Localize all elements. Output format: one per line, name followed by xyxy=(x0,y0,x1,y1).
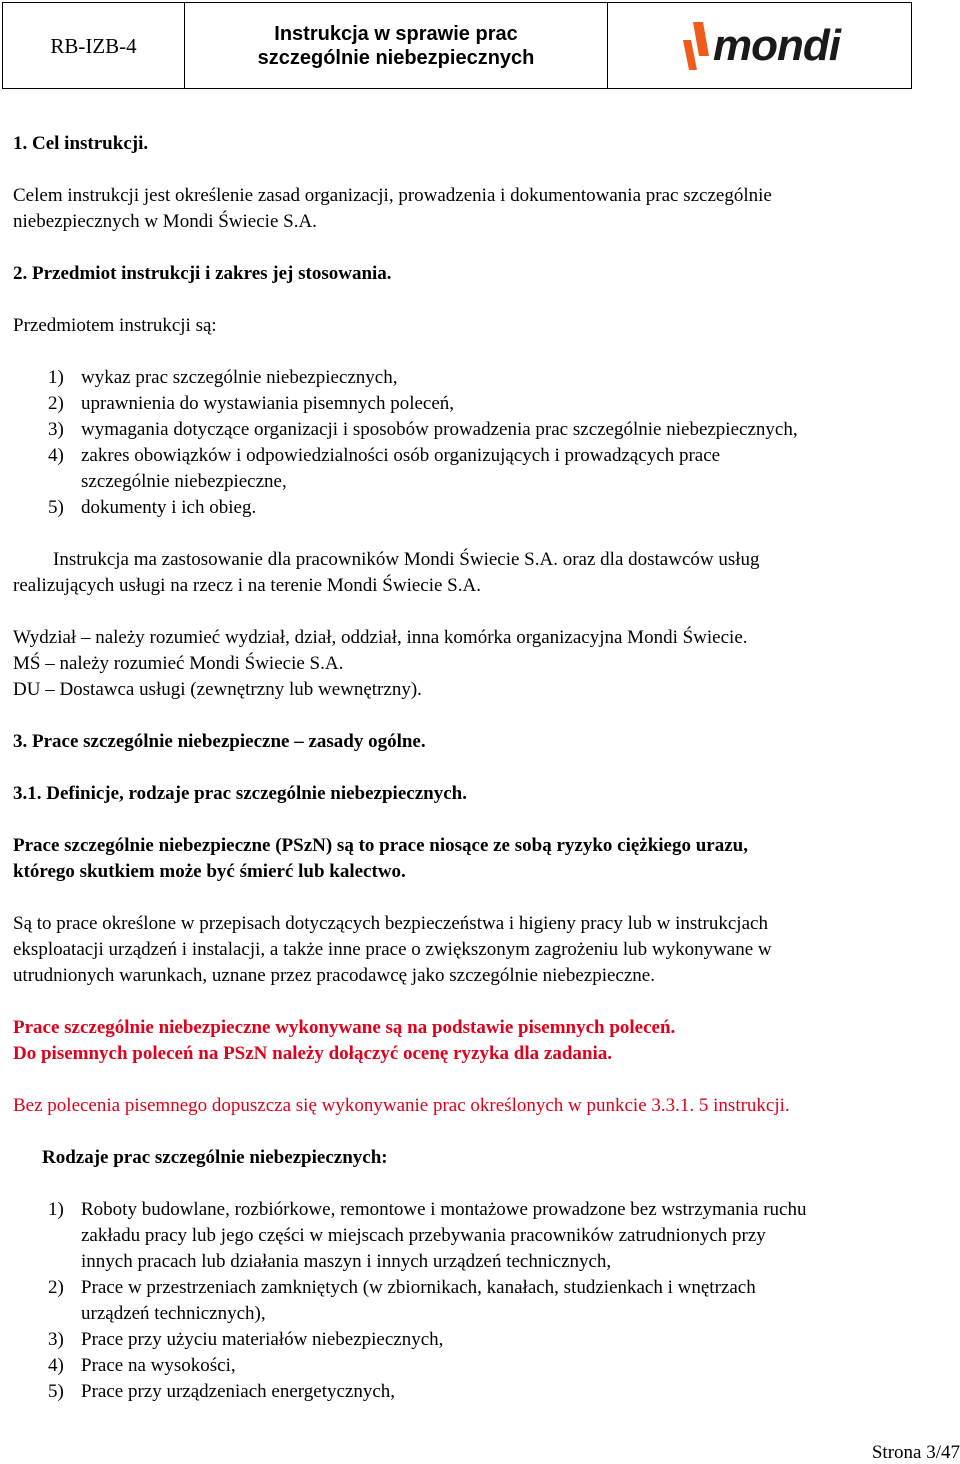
document-code: RB-IZB-4 xyxy=(3,3,185,88)
list-item: 3) Prace przy użyciu materiałów niebezpiecznych, xyxy=(48,1329,444,1350)
psn-para-line-2: eksploatacji urządzeń i instalacji, a także inne prace o zwiększonym zagrożeniu lub wykonywane w xyxy=(13,939,772,960)
psn-definition-line-2: którego skutkiem może być śmierć lub kalectwo. xyxy=(13,861,406,882)
list-item: 5) Prace przy urządzeniach energetycznych, xyxy=(48,1381,396,1402)
document-title-line2: szczególnie niebezpiecznych xyxy=(257,46,535,69)
s2-intro: Przedmiotem instrukcji są: xyxy=(13,315,217,336)
section-3-1-heading: 3.1. Definicje, rodzaje prac szczególnie niebezpiecznych. xyxy=(13,783,467,804)
list-item: 4) zakres obowiązków i odpowiedzialności osób organizujących i prowadzących prace szczególnie niebezpieczne, xyxy=(48,445,721,492)
scope-line-1: Instrukcja ma zastosowanie dla pracowników Mondi Świecie S.A. oraz dla dostawców usług xyxy=(53,549,760,570)
list-item: 4) Prace na wysokości, xyxy=(48,1355,236,1376)
s1-text-line-2: niebezpiecznych w Mondi Świecie S.A. xyxy=(13,211,317,232)
definition-ms: MŚ – należy rozumieć Mondi Świecie S.A. xyxy=(13,653,344,674)
risk-assessment-notice: Do pisemnych poleceń na PSzN należy dołączyć ocenę ryzyka dla zadania. xyxy=(13,1043,612,1064)
list-item: 5) dokumenty i ich obieg. xyxy=(48,497,257,518)
mondi-logo xyxy=(679,20,840,72)
section-3-heading: 3. Prace szczególnie niebezpieczne – zasady ogólne. xyxy=(13,731,426,752)
definition-du: DU – Dostawca usługi (zewnętrzny lub wewnętrzny). xyxy=(13,679,422,700)
exception-notice: Bez polecenia pisemnego dopuszcza się wykonywanie prac określonych w punkcie 3.3.1. 5 instrukcji. xyxy=(13,1095,790,1116)
mondi-logo-icon xyxy=(679,20,715,72)
written-orders-notice: Prace szczególnie niebezpieczne wykonywane są na podstawie pisemnych poleceń. xyxy=(13,1017,676,1038)
s1-text-line-1: Celem instrukcji jest określenie zasad organizacji, prowadzenia i dokumentowania prac szczególnie xyxy=(13,185,772,206)
psn-para-line-3: utrudnionych warunkach, uznane przez pracodawcę jako szczególnie niebezpieczne. xyxy=(13,965,655,986)
psn-para-line-1: Są to prace określone w przepisach dotyczących bezpieczeństwa i higieny pracy lub w instrukcjach xyxy=(13,913,768,934)
scope-line-2: realizujących usługi na rzecz i na terenie Mondi Świecie S.A. xyxy=(13,575,481,596)
document-title xyxy=(185,3,608,88)
psn-definition-line-1: Prace szczególnie niebezpieczne (PSzN) są to prace niosące ze sobą ryzyko ciężkiego urazu, xyxy=(13,835,748,856)
section-1-heading: 1. Cel instrukcji. xyxy=(13,133,149,154)
document-title-line1: Instrukcja w sprawie prac xyxy=(274,22,518,45)
list-item: 1) Roboty budowlane, rozbiórkowe, remontowe i montażowe prowadzone bez wstrzymania ruchu zakładu pracy lub jego części w miejscach przebywania pracowników zatrudnionych przy innych pracach lub działania maszyn i innych urządzeń technicznych, xyxy=(48,1199,807,1272)
logo-text: mondi xyxy=(713,20,840,70)
scope-list xyxy=(13,365,953,521)
section-2-heading: 2. Przedmiot instrukcji i zakres jej stosowania. xyxy=(13,263,392,284)
definition-wydzial: Wydział – należy rozumieć wydział, dział, oddział, inna komórka organizacyjna Mondi Świecie. xyxy=(13,627,748,648)
types-list xyxy=(13,1197,953,1405)
list-item: 2) uprawnienia do wystawiania pisemnych poleceń, xyxy=(48,393,455,414)
page-number: Strona 3/47 xyxy=(871,1442,960,1463)
document-header xyxy=(2,2,912,89)
list-item: 1) wykaz prac szczególnie niebezpiecznych, xyxy=(48,367,398,388)
list-item: 2) Prace w przestrzeniach zamkniętych (w zbiornikach, kanałach, studzienkach i wnętrzach urządzeń technicznych), xyxy=(48,1277,756,1324)
types-heading: Rodzaje prac szczególnie niebezpiecznych: xyxy=(42,1147,388,1168)
logo-cell xyxy=(608,3,911,88)
list-item: 3) wymagania dotyczące organizacji i sposobów prowadzenia prac szczególnie niebezpiecznych, xyxy=(48,419,798,440)
document-body xyxy=(13,131,953,1405)
